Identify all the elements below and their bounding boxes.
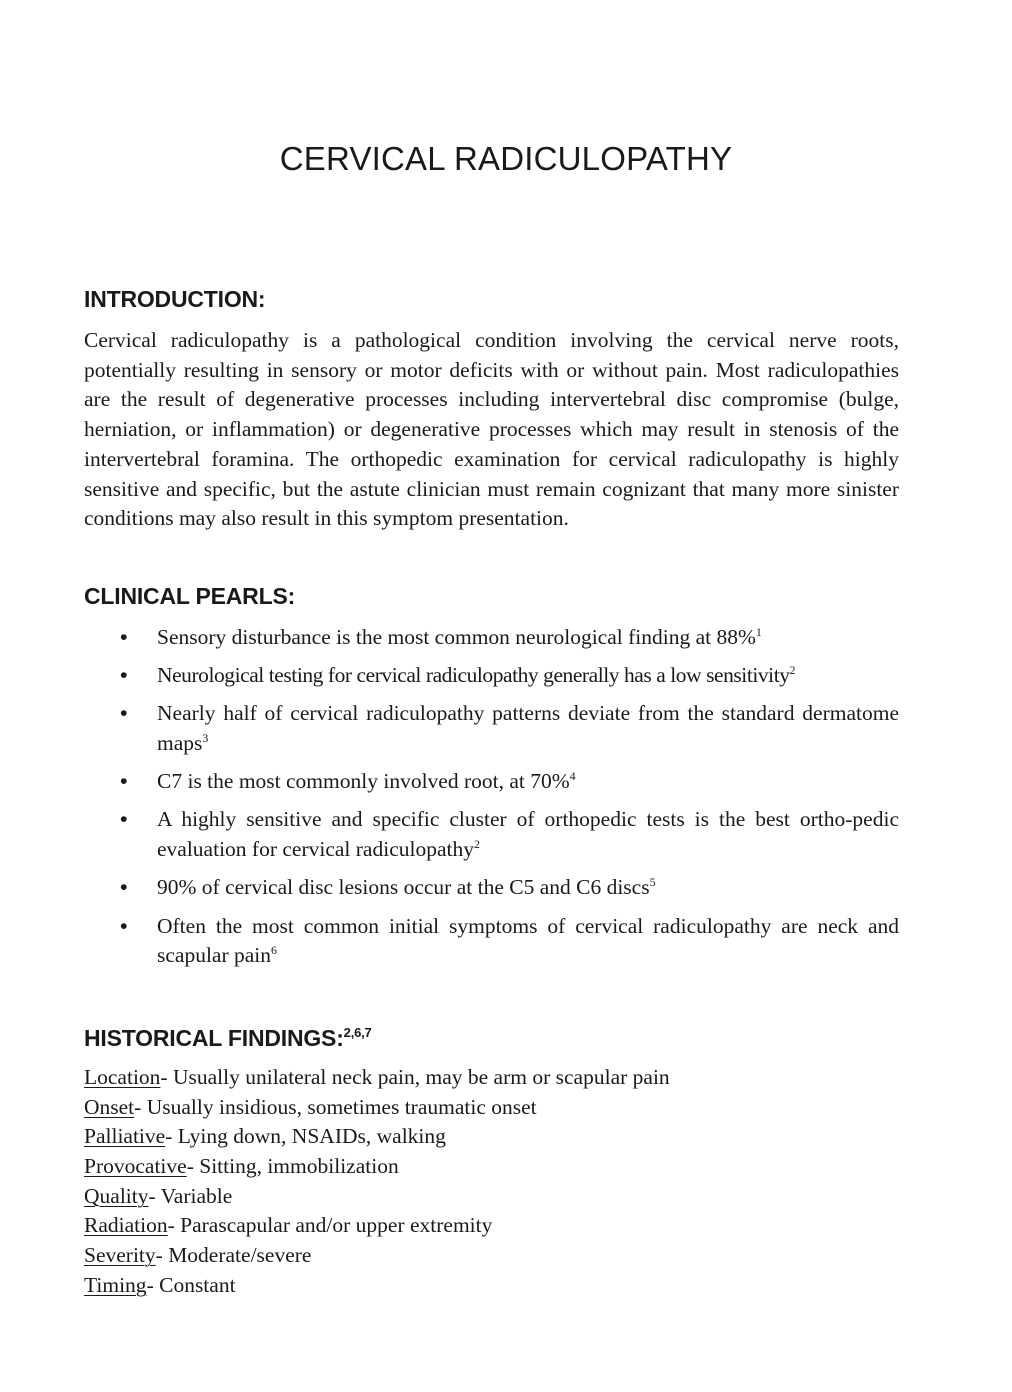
- finding-description: - Variable: [148, 1183, 233, 1208]
- finding-description: - Sitting, immobilization: [186, 1154, 399, 1179]
- list-item: [84, 661, 899, 691]
- list-item: [84, 1271, 899, 1301]
- finding-term: Timing: [84, 1272, 147, 1297]
- list-item: [84, 1182, 899, 1212]
- introduction-text: Cervical radiculopathy is a pathological condition involving the cervical nerve roots, potentially resulting in sensory or motor deficits with or without pain. Most radiculopathies are the result of degenerative processes including intervertebral disc compromise (bulge, herniation, or inflammation) or degenerative processes which may result in stenosis of the intervertebral foramina. The orthopedic examination for cervical radiculopathy is highly sensitive and specific, but the astute clinician must remain cognizant that many more sinister conditions may also result in this symptom presentation.: [84, 328, 899, 531]
- reference-superscript: 5: [649, 875, 656, 890]
- finding-term: Severity: [84, 1243, 156, 1268]
- page-title: CERVICAL RADICULOPATHY: [279, 140, 733, 177]
- list-item: [84, 912, 899, 971]
- list-item: [84, 1093, 899, 1123]
- reference-superscript: 1: [755, 624, 762, 639]
- list-item: [84, 1063, 899, 1093]
- bullet-icon: •: [120, 807, 128, 832]
- pearl-text: C7 is the most commonly involved root, at 70%: [157, 769, 570, 794]
- pearl-text: Sensory disturbance is the most common neurological finding at 88%: [157, 624, 756, 649]
- bullet-icon: •: [120, 663, 128, 688]
- pearl-text: Often the most common initial symptoms of cervical radiculopathy are neck and scapular pain: [157, 913, 899, 968]
- finding-term: Provocative: [84, 1154, 187, 1179]
- finding-term: Onset: [84, 1094, 135, 1119]
- list-item: [84, 1152, 899, 1182]
- finding-description: - Usually unilateral neck pain, may be arm or scapular pain: [160, 1064, 670, 1089]
- pearl-text: Nearly half of cervical radiculopathy patterns deviate from the standard dermatome maps: [157, 701, 899, 756]
- finding-description: - Lying down, NSAIDs, walking: [165, 1124, 446, 1149]
- pearl-text: Neurological testing for cervical radiculopathy generally has a low sensitivity: [157, 663, 790, 688]
- pearl-text: 90% of cervical disc lesions occur at the C5 and C6 discs: [157, 875, 650, 900]
- finding-description: - Parascapular and/or upper extremity: [167, 1213, 493, 1238]
- bullet-icon: •: [120, 913, 128, 938]
- finding-term: Radiation: [84, 1213, 168, 1238]
- finding-term: Palliative: [84, 1124, 166, 1149]
- list-item: [84, 767, 899, 797]
- bullet-icon: •: [120, 769, 128, 794]
- reference-superscript: 6: [271, 943, 278, 958]
- list-item: [84, 873, 899, 903]
- list-item: [84, 623, 899, 653]
- reference-superscript: 2: [473, 837, 480, 852]
- reference-superscript: 2: [789, 663, 796, 678]
- historical-findings-heading: [84, 1021, 899, 1055]
- list-item: [84, 1122, 899, 1152]
- pearl-text: A highly sensitive and specific cluster of orthopedic tests is the best ortho-pedic evaluation for cervical radiculopathy: [157, 807, 899, 862]
- reference-superscript: 3: [202, 731, 209, 746]
- finding-term: Location: [84, 1064, 161, 1089]
- introduction-heading: INTRODUCTION:: [84, 286, 266, 312]
- finding-description: - Usually insidious, sometimes traumatic onset: [134, 1094, 537, 1119]
- bullet-icon: •: [120, 701, 128, 726]
- document-body: [84, 282, 899, 1301]
- list-item: [84, 1211, 899, 1241]
- finding-description: - Moderate/severe: [155, 1243, 312, 1268]
- reference-superscript: 4: [569, 769, 576, 784]
- list-item: [84, 805, 899, 864]
- list-item: [84, 1241, 899, 1271]
- bullet-icon: •: [120, 875, 128, 900]
- clinical-pearls-list: [84, 623, 899, 971]
- bullet-icon: •: [120, 624, 128, 649]
- historical-findings-heading-text: HISTORICAL FINDINGS:: [84, 1024, 344, 1051]
- reference-superscript: 2,6,7: [343, 1024, 372, 1040]
- clinical-pearls-heading: CLINICAL PEARLS:: [84, 582, 296, 609]
- historical-findings-list: [84, 1063, 899, 1301]
- finding-description: - Constant: [146, 1272, 236, 1297]
- list-item: [84, 699, 899, 758]
- finding-term: Quality: [84, 1183, 149, 1208]
